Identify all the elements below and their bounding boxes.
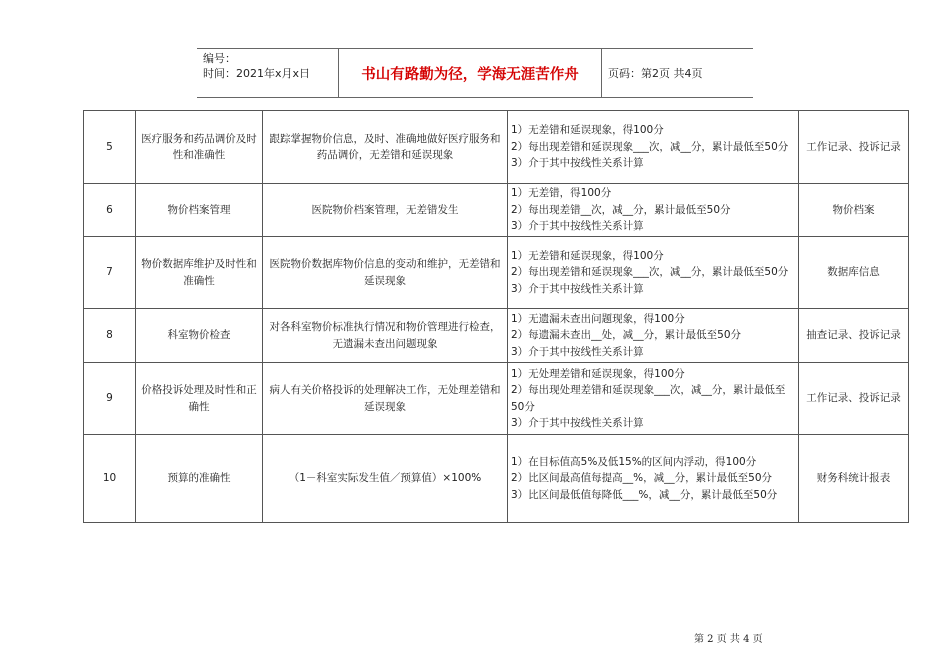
table-row (84, 237, 909, 309)
row-item: 预算的准确性 (136, 435, 263, 523)
row-item: 物价档案管理 (136, 184, 263, 237)
row-rules (508, 184, 799, 237)
table-row (84, 435, 909, 523)
row-number: 7 (84, 237, 136, 309)
rule-line: 1）无差错和延误现象，得100分 (511, 124, 664, 137)
rule-line: 2）每遗漏未查出__处，减__分，累计最低至50分 (511, 329, 742, 342)
row-number: 10 (84, 435, 136, 523)
table-row (84, 309, 909, 363)
rule-line: 2）每出现处理差错和延误现象___次，减__分，累计最低至50分 (511, 384, 786, 413)
motto: 书山有路勤为径，学海无涯苦作舟 (338, 49, 602, 97)
rule-line: 1）无差错和延误现象，得100分 (511, 249, 664, 262)
row-rules (508, 111, 799, 184)
row-source: 物价档案 (799, 184, 909, 237)
row-item: 科室物价检查 (136, 309, 263, 363)
rule-line: 1）无差错，得100分 (511, 187, 612, 200)
rule-line: 2）每出现差错__次，减__分，累计最低至50分 (511, 203, 731, 216)
rule-line: 1）在目标值高5%及低15%的区间内浮动，得100分 (511, 455, 757, 468)
row-number: 8 (84, 309, 136, 363)
row-item: 物价数据库维护及时性和准确性 (136, 237, 263, 309)
page-info: 页码：第2页 共4页 (608, 67, 703, 80)
row-source: 抽查记录、投诉记录 (799, 309, 909, 363)
row-item: 价格投诉处理及时性和正确性 (136, 363, 263, 435)
rule-line: 2）比区间最高值每提高__%，减__分，累计最低至50分 (511, 472, 773, 485)
row-rules (508, 237, 799, 309)
rule-line: 3）介于其中按线性关系计算 (511, 220, 644, 233)
row-standard: 对各科室物价标准执行情况和物价管理进行检查，无遗漏未查出问题现象 (263, 309, 508, 363)
rule-line: 3）介于其中按线性关系计算 (511, 282, 644, 295)
rule-line: 3）介于其中按线性关系计算 (511, 157, 644, 170)
row-standard: 跟踪掌握物价信息，及时、准确地做好医疗服务和药品调价，无差错和延误现象 (263, 111, 508, 184)
table-row (84, 111, 909, 184)
rule-line: 3）比区间最低值每降低___%，减__分，累计最低至50分 (511, 488, 778, 501)
row-number: 5 (84, 111, 136, 184)
number-label: 编号： (203, 52, 236, 65)
row-source: 数据库信息 (799, 237, 909, 309)
rule-line: 2）每出现差错和延误现象___次，减__分，累计最低至50分 (511, 140, 789, 153)
row-item: 医疗服务和药品调价及时性和准确性 (136, 111, 263, 184)
row-standard: 病人有关价格投诉的处理解决工作，无处理差错和延误现象 (263, 363, 508, 435)
row-source: 财务科统计报表 (799, 435, 909, 523)
rule-line: 2）每出现差错和延误现象___次，减__分，累计最低至50分 (511, 266, 789, 279)
row-source: 工作记录、投诉记录 (799, 363, 909, 435)
row-standard: （1－科室实际发生值／预算值）×100% (263, 435, 508, 523)
rule-line: 1）无遗漏未查出问题现象，得100分 (511, 312, 685, 325)
row-standard: 医院物价数据库物价信息的变动和维护，无差错和延误现象 (263, 237, 508, 309)
rule-line: 3）介于其中按线性关系计算 (511, 345, 644, 358)
table-row (84, 184, 909, 237)
page-header (197, 48, 753, 98)
rule-line: 1）无处理差错和延误现象，得100分 (511, 367, 685, 380)
row-source: 工作记录、投诉记录 (799, 111, 909, 184)
page-footer: 第 2 页 共 4 页 (694, 634, 763, 645)
table-row (84, 363, 909, 435)
rule-line: 3）介于其中按线性关系计算 (511, 417, 644, 429)
row-number: 6 (84, 184, 136, 237)
date-label: 时间：2021年x月x日 (203, 67, 311, 80)
header-meta (197, 49, 337, 97)
row-number: 9 (84, 363, 136, 435)
row-standard: 医院物价档案管理，无差错发生 (263, 184, 508, 237)
row-rules (508, 435, 799, 523)
row-rules (508, 363, 799, 435)
row-rules (508, 309, 799, 363)
assessment-table (83, 110, 909, 523)
